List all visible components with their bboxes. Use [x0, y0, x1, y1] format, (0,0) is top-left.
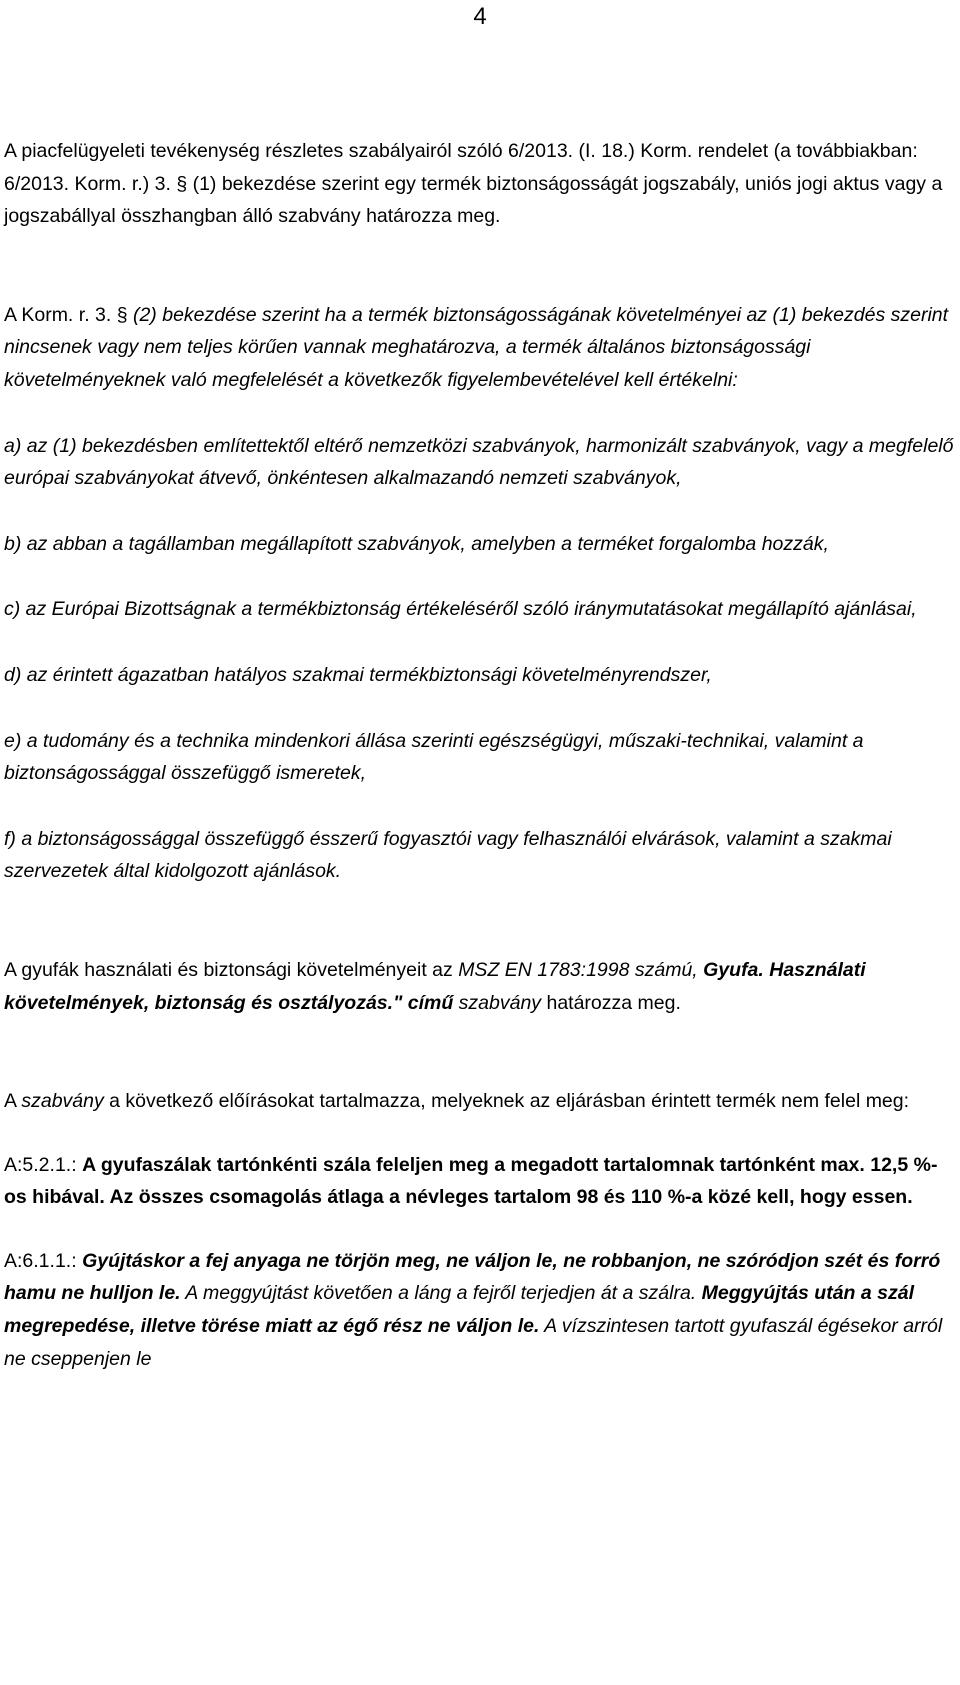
requirement-6-1-1-text-1: Gyújtáskor a fej anyaga ne törjön meg, ne váljon le, ne robbanjon, ne szóródjon szét és forró hamu ne hulljon le. — [4, 1249, 941, 1305]
list-item-f: f) a biztonságossággal összefüggő ésszerű fogyasztói vagy felhasználói elvárások, valamint a szakmai szervezetek által kidolgozott ajánlások. — [4, 827, 892, 883]
requirement-6-1-1-text-4: A vízszintesen tartott gyufaszál égésekor arról ne cseppenjen le — [4, 1315, 943, 1370]
standard-intro: A gyufák használati és biztonsági követelményeit az — [4, 958, 459, 981]
list-item-c: c) az Európai Bizottságnak a termékbiztonság értékeléséről szóló iránymutatásokat megállapító ajánlásai, — [4, 598, 917, 621]
standard-end: határozza meg. — [541, 991, 681, 1014]
list-item-b: b) az abban a tagállamban megállapított szabványok, amelyben a terméket forgalomba hozzák, — [4, 532, 829, 555]
document-body — [4, 135, 956, 1375]
requirement-6-1-1-text-3: Meggyújtás után a szál megrepedése, illetve törése miatt az égő rész ne váljon le. — [4, 1282, 915, 1338]
requirement-5-2-1-text-2: Az összes csomagolás átlaga a névleges tartalom 98 és 110 %-a közé kell, hogy essen. — [104, 1186, 913, 1209]
page-number: 4 — [473, 3, 487, 30]
requirement-6-1-1 — [4, 1245, 956, 1375]
intro-paragraph — [4, 135, 956, 233]
korm-r-lead: A Korm. r. 3. § — [4, 303, 133, 326]
requirement-6-1-1-text-2: A meggyújtást követően a láng a fejről terjedjen át a szálra. — [180, 1282, 702, 1305]
korm-r-paragraph — [4, 299, 956, 397]
list-item-e: e) a tudomány és a technika mindenkori állása szerinti egészségügyi, műszaki-technikai, valamint a biztonságossággal összefüggő ismeretek, — [4, 729, 864, 785]
standard-paragraph — [4, 954, 956, 1019]
standard-number: MSZ EN 1783:1998 számú, — [458, 958, 704, 981]
requirement-5-2-1 — [4, 1149, 956, 1214]
requirement-5-2-1-code: A:5.2.1.: — [4, 1153, 83, 1176]
korm-r-text: (2) bekezdése szerint ha a termék biztonságosságának követelményei az (1) bekezdés szerint nincsenek vagy nem teljes körűen vannak meghatározva, a termék általános biztonságossági követelményeknek való megfelelését a következők figyelembevételével kell értékelni: — [4, 303, 949, 391]
standard-title: Gyufa. Használati követelmények, biztonság és osztályozás." című — [4, 958, 866, 1014]
requirement-6-1-1-code: A:6.1.1.: — [4, 1249, 83, 1272]
requirements-intro-a: A — [4, 1090, 22, 1113]
requirements-intro-standard: szabvány — [21, 1090, 104, 1113]
requirements-intro — [4, 1085, 956, 1118]
requirements-intro-rest: a következő előírásokat tartalmazza, melyeknek az eljárásban érintett termék nem felel meg: — [103, 1090, 910, 1113]
requirement-5-2-1-text: A gyufaszálak tartónkénti szála feleljen meg a megadott tartalomnak tartónként max. 12,5 %-os hibával. — [4, 1153, 938, 1209]
list-item-a: a) az (1) bekezdésben említettektől eltérő nemzetközi szabványok, harmonizált szabványok, vagy a megfelelő európai szabványokat átvevő, önkéntesen alkalmazandó nemzeti szabványok, — [4, 434, 954, 490]
intro-paragraph-text: A piacfelügyeleti tevékenység részletes szabályairól szóló 6/2013. (I. 18.) Korm. rendelet (a továbbiakban: 6/2013. Korm. r.) 3. § (1) bekezdése szerint egy termék biztonságosságát jogszabály, uniós jogi aktus vagy a jogszabállyal összhangban álló szabvány határozza meg. — [4, 140, 943, 228]
list-item-d: d) az érintett ágazatban hatályos szakmai termékbiztonsági követelményrendszer, — [4, 663, 712, 686]
standard-word: szabvány — [453, 991, 542, 1014]
